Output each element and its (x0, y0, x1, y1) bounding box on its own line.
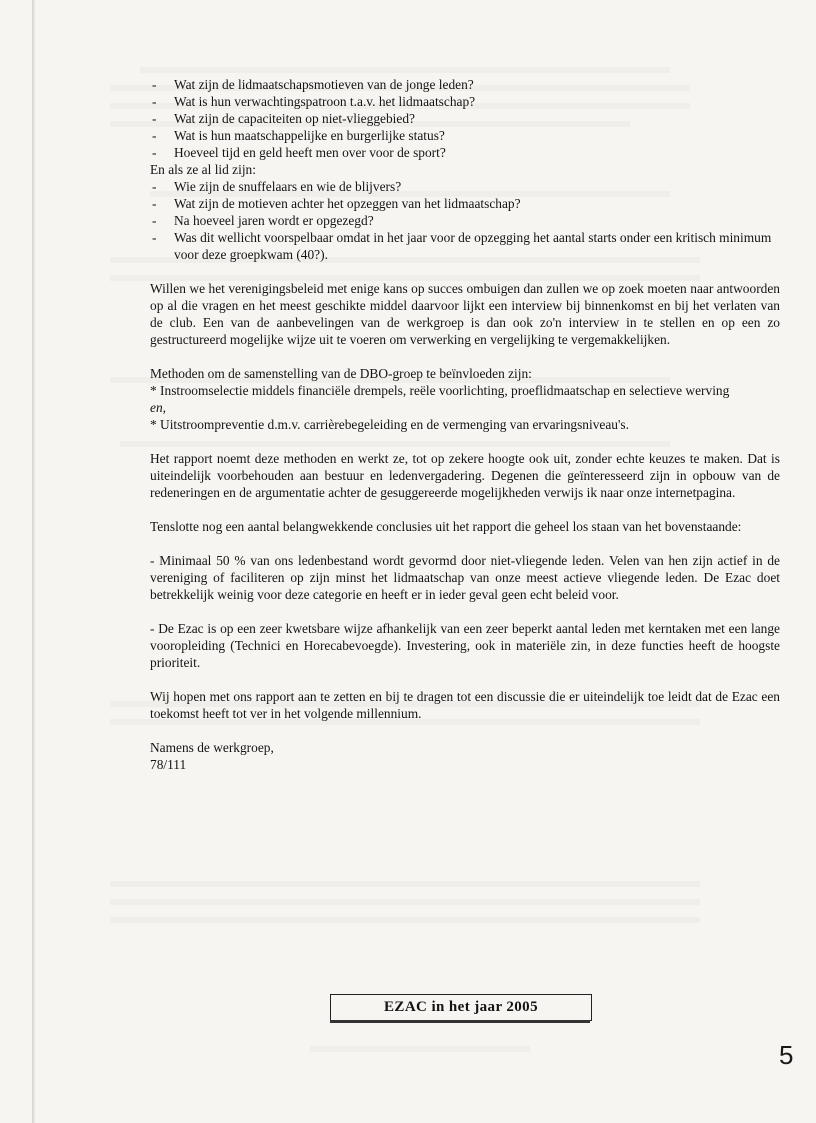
question-item (150, 110, 780, 127)
question-text: Wat is hun verwachtingspatroon t.a.v. het lidmaatschap? (174, 94, 476, 109)
member-question-text: Was dit wellicht voorspelbaar omdat in het jaar voor de opzegging het aantal starts onder een kritisch minimum voor deze groepkwam (40?). (174, 230, 772, 262)
paragraph-report: Het rapport noemt deze methoden en werkt ze, tot op zekere hoogte ook uit, zonder echte keuzes te maken. Dat is uiteindelijk voorbehouden aan bestuur en ledenvergadering. Degenen die geïnteresseerd zijn in opbouw van de redeneringen en de argumentatie achter de gesuggereerde mogelijkheden verwijs ik naar onze internetpagina. (150, 451, 780, 500)
dash-bullet: - (152, 94, 157, 109)
member-question-text: Na hoeveel jaren wordt er opgezegd? (174, 213, 374, 228)
dash-bullet: - (152, 111, 157, 126)
page-number: 5 (779, 1040, 794, 1070)
question-text: Wat zijn de lidmaatschapsmotieven van de jonge leden? (174, 77, 474, 92)
methods-heading: Methoden om de samenstelling van de DBO-groep te beïnvloeden zijn: (150, 366, 532, 381)
conclusion-key-members: - De Ezac is op een zeer kwetsbare wijze afhankelijk van een zeer beperkt aantal leden met kerntaken met een lange vooropleiding (Technici en Horecabevoegde). Investering, ook in materiële zin, in deze functies heeft de hoogste prioriteit. (150, 621, 780, 670)
intro-existing-members: En als ze al lid zijn: (150, 162, 256, 177)
dash-bullet: - (152, 230, 157, 245)
question-text: Wat is hun maatschappelijke en burgerlijke status? (174, 128, 445, 143)
dash-bullet: - (152, 213, 157, 228)
member-question-item (150, 229, 780, 263)
signoff: Namens de werkgroep, (150, 740, 274, 755)
paragraph-conclusions-intro: Tenslotte nog een aantal belangwekkende conclusies uit het rapport die geheel los staan van het bovenstaande: (150, 519, 742, 534)
question-item (150, 76, 780, 93)
dash-bullet: - (152, 77, 157, 92)
question-text: Wat zijn de capaciteiten op niet-vlieggebied? (174, 111, 415, 126)
method-intake-selection: * Instroomselectie middels financiële drempels, reële voorlichting, proeflidmaatschap en selectieve werving (150, 383, 730, 398)
question-list-members (150, 178, 780, 263)
dash-bullet: - (152, 128, 157, 143)
member-question-item (150, 195, 780, 212)
paragraph-interview: Willen we het verenigingsbeleid met enige kans op succes ombuigen dan zullen we op zoek moeten naar antwoorden op al die vragen en het meest geschikte middel daarvoor lijkt een interview bij binnenkomst en bij het verlaten van de club. Een van de aanbevelingen van de werkgroep is dan ook zo'n interview in te stellen en op een zo gestructureerd mogelijke wijze uit te voeren om verwerking en vergelijking te vergemakkelijken. (150, 281, 780, 347)
member-question-text: Wie zijn de snuffelaars en wie de blijvers? (174, 179, 402, 194)
footer-banner: EZAC in het jaar 2005 (330, 994, 592, 1021)
question-item (150, 127, 780, 144)
member-question-text: Wat zijn de motieven achter het opzeggen van het lidmaatschap? (174, 196, 521, 211)
dash-bullet: - (152, 196, 157, 211)
question-item (150, 93, 780, 110)
paragraph-closing: Wij hopen met ons rapport aan te zetten en bij te dragen tot een discussie die er uiteindelijk toe leidt dat de Ezac een toekomst heeft tot ver in het volgende millennium. (150, 689, 780, 721)
dash-bullet: - (152, 179, 157, 194)
method-outflow-prevention: * Uitstroompreventie d.m.v. carrièrebegeleiding en de vermenging van ervaringsniveau's. (150, 417, 629, 432)
binding-fold (32, 0, 35, 1123)
member-question-item (150, 212, 780, 229)
member-question-item (150, 178, 780, 195)
article-body (150, 76, 780, 773)
question-list-prospective (150, 76, 780, 161)
question-item (150, 144, 780, 161)
question-text: Hoeveel tijd en geld heeft men over voor de sport? (174, 145, 446, 160)
reference-number: 78/111 (150, 757, 187, 772)
conclusion-non-flying-members: - Minimaal 50 % van ons ledenbestand wordt gevormd door niet-vliegende leden. Velen van hen zijn actief in de vereniging of faciliteren op zijn minst het lidmaatschap van onze meest actieve vliegende leden. De Ezac doet betrekkelijk weinig voor deze categorie en heeft er in ieder geval geen echt beleid voor. (150, 553, 780, 602)
method-conjunction: en, (150, 400, 166, 415)
footer-banner-shadow (330, 1020, 590, 1023)
dash-bullet: - (152, 145, 157, 160)
